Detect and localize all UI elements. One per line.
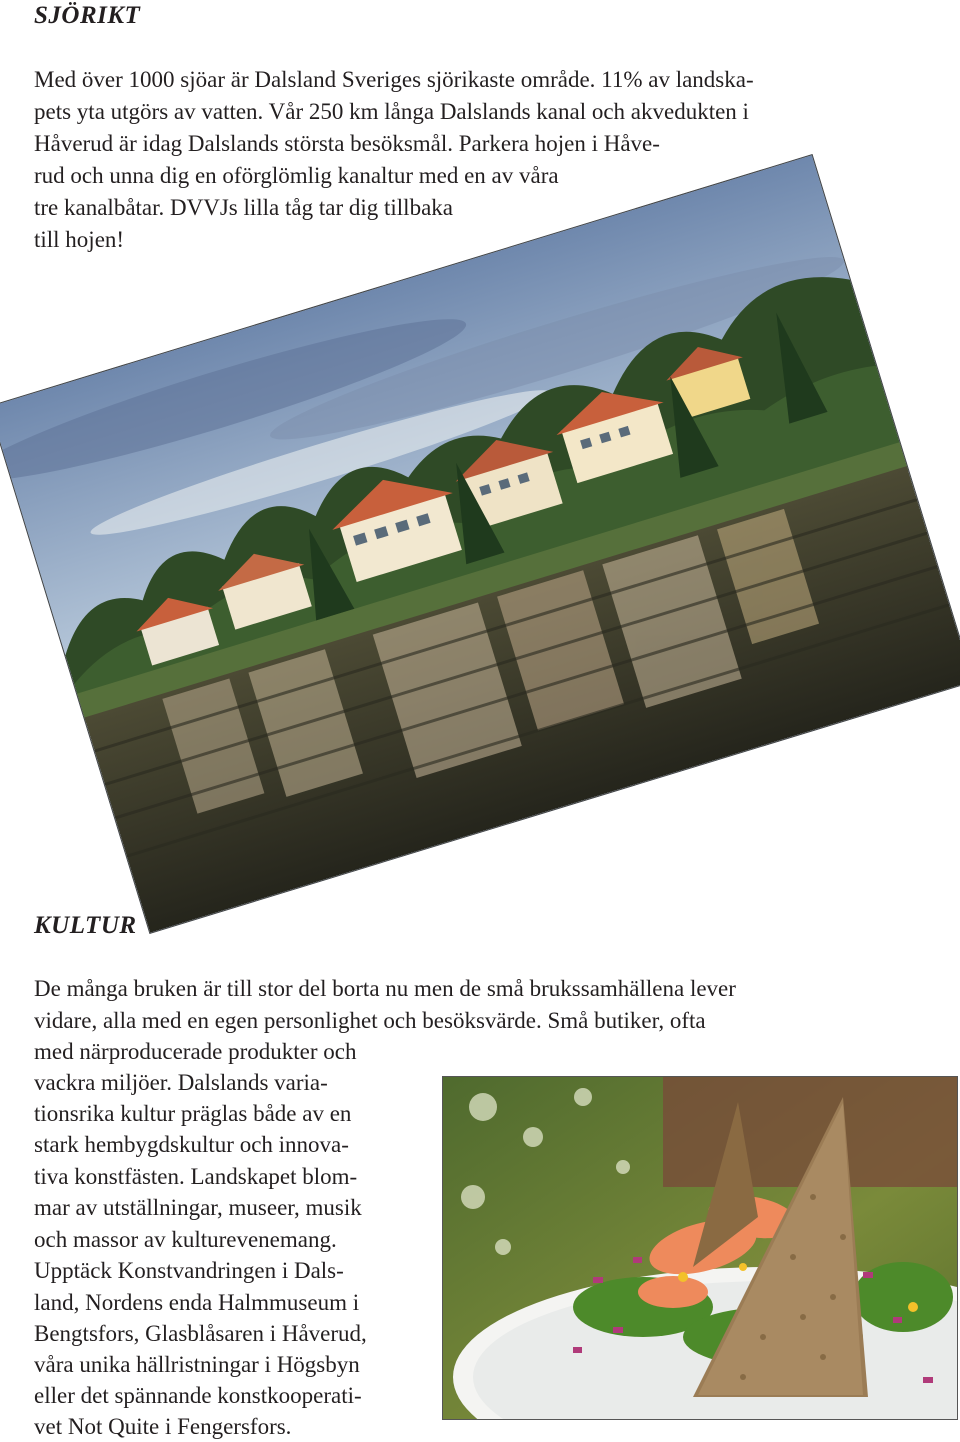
body-line: tionsrika kultur präglas både av en xyxy=(34,1101,352,1126)
body-line: pets yta utgörs av vatten. Vår 250 km långa Dalslands kanal och akvedukten i xyxy=(34,99,749,124)
body-line: eller det spännande konstkooperati- xyxy=(34,1383,362,1408)
body-line: vackra miljöer. Dalslands varia- xyxy=(34,1070,328,1095)
section-heading-sjorikt: SJÖRIKT xyxy=(34,2,141,29)
body-line: tiva konstfästen. Landskapet blom- xyxy=(34,1164,358,1189)
body-line: Med över 1000 sjöar är Dalsland Sveriges sjörikaste område. 11% av landska- xyxy=(34,67,754,92)
body-line: våra unika hällristningar i Högsbyn xyxy=(34,1352,360,1377)
body-line: tre kanalbåtar. DVVJs lilla tåg tar dig tillbaka xyxy=(34,195,453,220)
body-line: rud och unna dig en oförglömlig kanaltur med en av våra xyxy=(34,163,559,188)
smoked-salmon-sandwich-photo xyxy=(442,1076,958,1420)
body-line: Bengtsfors, Glasblåsaren i Håverud, xyxy=(34,1321,367,1346)
body-line: och massor av kulturevenemang. xyxy=(34,1227,337,1252)
section-heading-kultur: KULTUR xyxy=(34,912,137,939)
body-line: vet Not Quite i Fengersfors. xyxy=(34,1414,292,1439)
body-line: mar av utställningar, museer, musik xyxy=(34,1195,362,1220)
body-line: De många bruken är till stor del borta nu men de små brukssamhällena lever xyxy=(34,976,736,1001)
body-line: med närproducerade produkter och xyxy=(34,1039,357,1064)
lake-village-photo xyxy=(0,154,960,934)
body-line: land, Nordens enda Halmmuseum i xyxy=(34,1290,360,1315)
body-line: vidare, alla med en egen personlighet och besöksvärde. Små butiker, ofta xyxy=(34,1008,706,1033)
body-line: Håverud är idag Dalslands största besöksmål. Parkera hojen i Håve- xyxy=(34,131,660,156)
body-line: stark hembygdskultur och innova- xyxy=(34,1132,349,1157)
body-line: till hojen! xyxy=(34,227,125,252)
body-line: Upptäck Konstvandringen i Dals- xyxy=(34,1258,344,1283)
